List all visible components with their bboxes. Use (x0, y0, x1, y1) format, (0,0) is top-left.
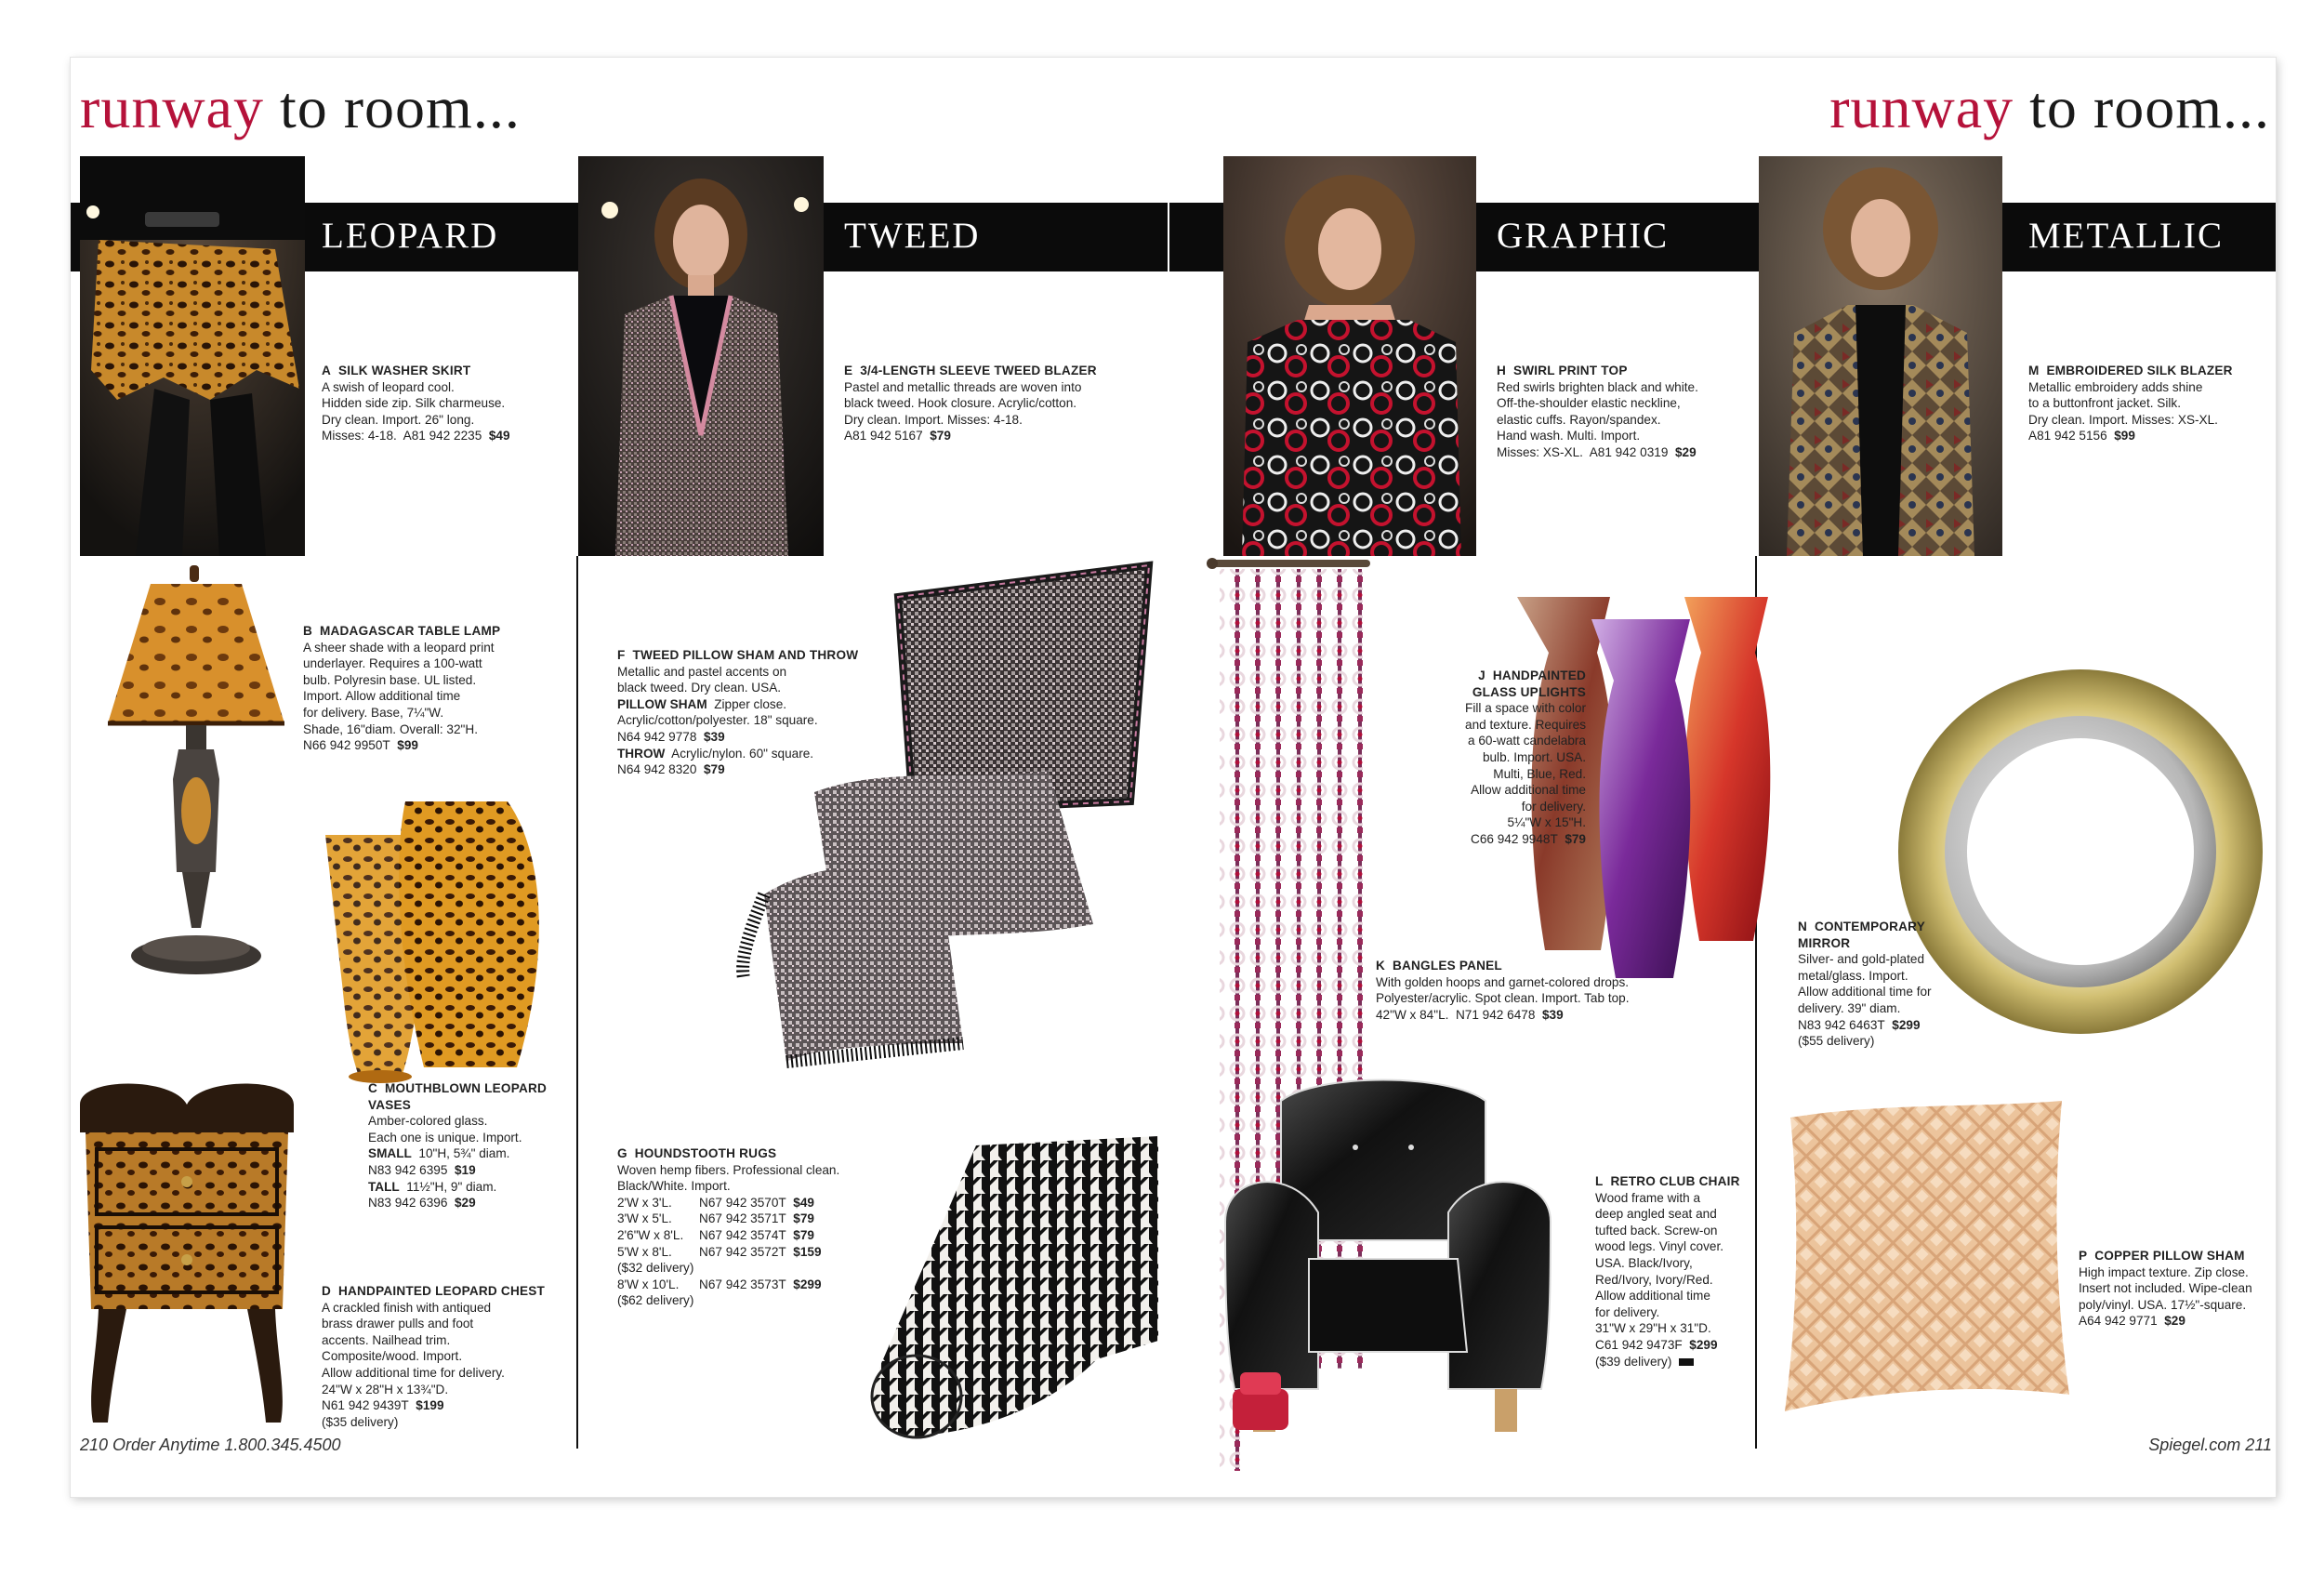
product-p-copy (2079, 1248, 2274, 1330)
tweed-pillow-throw-image (684, 560, 1168, 1136)
rug-row: 5'W x 8'L. N67 942 3572T $159 (617, 1244, 822, 1259)
product-g-title: G HOUNDSTOOTH RUGS (617, 1146, 777, 1160)
copy-line: Hand wash. Multi. Import. (1497, 429, 1641, 443)
product-e-price: $79 (930, 429, 951, 443)
product-j-sku: C66 942 9948T $79 (1471, 831, 1586, 846)
product-f-throw-sku: N64 942 8320 $79 (617, 762, 725, 777)
product-e-sku: A81 942 5167 $79 (844, 429, 951, 443)
product-f-sham-sku: N64 942 9778 $39 (617, 729, 725, 744)
product-n-delivery: ($55 delivery) (1798, 1034, 1875, 1049)
product-a-title: A SILK WASHER SKIRT (322, 364, 471, 377)
copy-line: Red/Ivory, Ivory/Red. (1595, 1272, 1713, 1287)
product-m-sku: A81 942 5156 $99 (2028, 429, 2135, 443)
copy-line: Red swirls brighten black and white. (1497, 379, 1698, 394)
product-f-throw: THROW Acrylic/nylon. 60" square. (617, 746, 814, 761)
copy-line: black tweed. Dry clean. USA. (617, 681, 782, 695)
product-d-sku: N61 942 9439T $199 (322, 1398, 444, 1413)
product-j-title: J HANDPAINTED (1478, 668, 1586, 682)
copy-line: Acrylic/cotton/polyester. 18" square. (617, 713, 818, 728)
copy-line: black tweed. Hook closure. Acrylic/cotton. (844, 396, 1077, 411)
product-c-copy (368, 1080, 573, 1211)
product-e-copy (844, 363, 1151, 444)
rug-row: 8'W x 10'L. N67 942 3573T $299 (617, 1277, 822, 1291)
theme-leopard: LEOPARD (322, 216, 499, 256)
theme-tweed: TWEED (844, 216, 981, 256)
graphic-runway-photo (1223, 156, 1476, 556)
rug-row: 2'W x 3'L. N67 942 3570T $49 (617, 1195, 814, 1210)
product-c-small: SMALL 10"H, 5¾" diam. (368, 1146, 510, 1161)
copy-line: A sheer shade with a leopard print (303, 640, 495, 655)
product-l-price: $299 (1689, 1337, 1718, 1352)
product-f-title: F TWEED PILLOW SHAM AND THROW (617, 648, 859, 662)
product-c-tall-sku: N83 942 6396 $29 (368, 1196, 476, 1211)
product-d-title: D HANDPAINTED LEOPARD CHEST (322, 1284, 546, 1298)
product-a-copy (322, 363, 573, 444)
copy-line: 5¼"W x 15"H. (1507, 815, 1586, 830)
metallic-runway-photo (1759, 156, 2002, 556)
copy-line: Multi, Blue, Red. (1493, 766, 1586, 781)
copy-line: With golden hoops and garnet-colored drops. (1376, 974, 1630, 989)
copy-line: Amber-colored glass. (368, 1114, 488, 1129)
copy-line: Import. Allow additional time (303, 689, 461, 704)
copy-line: for delivery. (1595, 1304, 1660, 1319)
product-p-sku: A64 942 9771 $29 (2079, 1314, 2185, 1329)
product-n-price: $299 (1892, 1017, 1921, 1032)
copy-line: to a buttonfront jacket. Silk. (2028, 396, 2181, 411)
copy-line: delivery. 39" diam. (1798, 1000, 1901, 1015)
column-rule (576, 556, 578, 1449)
copy-line: brass drawer pulls and foot (322, 1317, 474, 1331)
copy-line: underlayer. Requires a 100-watt (303, 656, 482, 671)
copy-line: Insert not included. Wipe-clean (2079, 1281, 2252, 1296)
product-d-price: $199 (416, 1398, 444, 1413)
copy-line: bulb. Import. USA. (1482, 749, 1586, 764)
product-k-sku: 42"W x 84"L. N71 942 6478 $39 (1376, 1007, 1564, 1022)
left-page-folio: 210 Order Anytime 1.800.345.4500 (80, 1436, 341, 1454)
copy-line: Allow additional time (1595, 1289, 1710, 1304)
product-j-price: $79 (1565, 831, 1586, 846)
copy-line: High impact texture. Zip close. (2079, 1264, 2249, 1279)
copy-line: Polyester/acrylic. Spot clean. Import. Tab top. (1376, 991, 1630, 1006)
copy-line: for delivery. Base, 7¼"W. (303, 705, 444, 720)
leopard-runway-photo (80, 156, 305, 556)
copy-line: deep angled seat and (1595, 1207, 1717, 1222)
product-l-sku: C61 942 9473F $299 (1595, 1337, 1718, 1352)
copy-line: tufted back. Screw-on (1595, 1223, 1718, 1238)
rug-delivery: ($32 delivery) (617, 1261, 694, 1276)
copy-line: and texture. Requires (1465, 717, 1586, 732)
product-l-delivery: ($39 delivery) (1595, 1354, 1753, 1370)
theme-graphic: GRAPHIC (1497, 216, 1670, 256)
product-h-sku: Misses: XS-XL. A81 942 0319 $29 (1497, 444, 1697, 459)
copy-line: Allow additional time (1471, 783, 1586, 798)
copy-line: Composite/wood. Import. (322, 1349, 463, 1364)
theme-metallic: METALLIC (2028, 216, 2225, 256)
header-accent: runway (1829, 74, 2014, 140)
catalog-spread (71, 58, 2276, 1497)
product-e-title: E 3/4-LENGTH SLEEVE TWEED BLAZER (844, 364, 1097, 377)
copy-line: poly/vinyl. USA. 17½"-square. (2079, 1297, 2247, 1312)
product-g-copy (617, 1145, 896, 1309)
product-a-sku: Misses: 4-18. A81 942 2235 $49 (322, 429, 510, 443)
copy-line: Each one is unique. Import. (368, 1130, 522, 1145)
product-n-title: N CONTEMPORARY (1798, 920, 1925, 933)
product-l-title: L RETRO CLUB CHAIR (1595, 1174, 1740, 1188)
leopard-chest-image (71, 1077, 303, 1430)
product-m-title: M EMBROIDERED SILK BLAZER (2028, 364, 2233, 377)
copy-line: Black/White. Import. (617, 1179, 731, 1194)
product-a-price: $49 (488, 429, 510, 443)
copy-line: Off-the-shoulder elastic neckline, (1497, 396, 1681, 411)
product-n-title-line2: MIRROR (1798, 935, 1851, 950)
product-b-sku: N66 942 9950T $99 (303, 738, 418, 753)
product-c-title: C MOUTHBLOWN LEOPARD VASES (368, 1081, 548, 1112)
left-page-header (80, 74, 521, 140)
copy-line: Allow additional time for (1798, 985, 1932, 999)
header-rest: to room... (263, 74, 521, 140)
copy-line: Allow additional time for delivery. (322, 1365, 505, 1380)
copy-line: Dry clean. Import. Misses: XS-XL. (2028, 412, 2218, 427)
copy-line: Fill a space with color (1465, 701, 1586, 716)
tweed-runway-photo (578, 156, 824, 556)
copy-line: wood legs. Vinyl cover. (1595, 1239, 1724, 1254)
copy-line: Shade, 16"diam. Overall: 32"H. (303, 721, 478, 736)
table-lamp-image (89, 565, 303, 984)
copy-line: 31"W x 29"H x 31"D. (1595, 1321, 1711, 1336)
rug-delivery: ($62 delivery) (617, 1293, 694, 1308)
product-b-price: $99 (397, 738, 418, 753)
copy-line: Dry clean. Import. 26" long. (322, 412, 475, 427)
product-n-copy (1798, 919, 1974, 1050)
product-m-price: $99 (2114, 429, 2135, 443)
copy-line: A swish of leopard cool. (322, 379, 455, 394)
houndstooth-rug-image (865, 1127, 1168, 1462)
product-p-title: P COPPER PILLOW SHAM (2079, 1249, 2245, 1263)
copy-line: a 60-watt candelabra (1468, 734, 1586, 748)
product-j-copy (1437, 668, 1586, 848)
rug-row: 2'6"W x 8'L. N67 942 3574T $79 (617, 1227, 814, 1242)
copper-pillow-image (1777, 1099, 2075, 1415)
copy-line: Metallic embroidery adds shine (2028, 379, 2203, 394)
copy-line: A crackled finish with antiqued (322, 1300, 492, 1315)
product-h-copy (1497, 363, 1757, 461)
copy-line: Wood frame with a (1595, 1190, 1701, 1205)
product-l-copy (1595, 1173, 1753, 1370)
rug-row: 3'W x 5'L. N67 942 3571T $79 (617, 1211, 814, 1226)
copy-line: Hidden side zip. Silk charmeuse. (322, 396, 506, 411)
copy-line: for delivery. (1521, 799, 1586, 814)
product-m-copy (2028, 363, 2270, 444)
product-b-title: B MADAGASCAR TABLE LAMP (303, 624, 501, 638)
product-k-title: K BANGLES PANEL (1376, 959, 1502, 973)
product-c-small-sku: N83 942 6395 $19 (368, 1162, 476, 1177)
header-accent: runway (80, 74, 264, 140)
copy-line: Metallic and pastel accents on (617, 664, 787, 679)
copy-line: accents. Nailhead trim. (322, 1332, 451, 1347)
copy-line: 24"W x 28"H x 13¾"D. (322, 1382, 449, 1396)
header-rest: to room... (2014, 74, 2270, 140)
right-page-header (1829, 74, 2270, 140)
product-p-price: $29 (2164, 1314, 2185, 1329)
copy-line: Woven hemp fibers. Professional clean. (617, 1162, 840, 1177)
right-page-folio: Spiegel.com 211 (2148, 1436, 2272, 1454)
product-b-copy (303, 623, 573, 754)
product-f-sham: PILLOW SHAM Zipper close. (617, 696, 787, 711)
copy-line: metal/glass. Import. (1798, 968, 1908, 983)
copy-line: USA. Black/Ivory, (1595, 1255, 1693, 1270)
product-h-title: H SWIRL PRINT TOP (1497, 364, 1628, 377)
copy-line: bulb. Polyresin base. UL listed. (303, 672, 477, 687)
product-d-delivery: ($35 delivery) (322, 1414, 399, 1429)
truck-icon (1679, 1358, 1694, 1366)
copy-line: Pastel and metallic threads are woven into (844, 379, 1082, 394)
product-d-copy (322, 1283, 573, 1430)
leopard-vases-image (322, 798, 573, 1086)
copy-line: elastic cuffs. Rayon/spandex. (1497, 412, 1661, 427)
product-c-tall: TALL 11½"H, 9" diam. (368, 1179, 497, 1194)
product-n-sku: N83 942 6463T $299 (1798, 1017, 1921, 1032)
retro-club-chair-image (1216, 1073, 1569, 1463)
copy-line: Silver- and gold-plated (1798, 952, 1925, 967)
copy-line: Dry clean. Import. Misses: 4-18. (844, 412, 1023, 427)
product-k-copy (1376, 958, 1729, 1023)
product-h-price: $29 (1674, 444, 1697, 459)
product-k-price: $39 (1541, 1007, 1564, 1022)
product-j-title-line2: GLASS UPLIGHTS (1472, 684, 1586, 699)
